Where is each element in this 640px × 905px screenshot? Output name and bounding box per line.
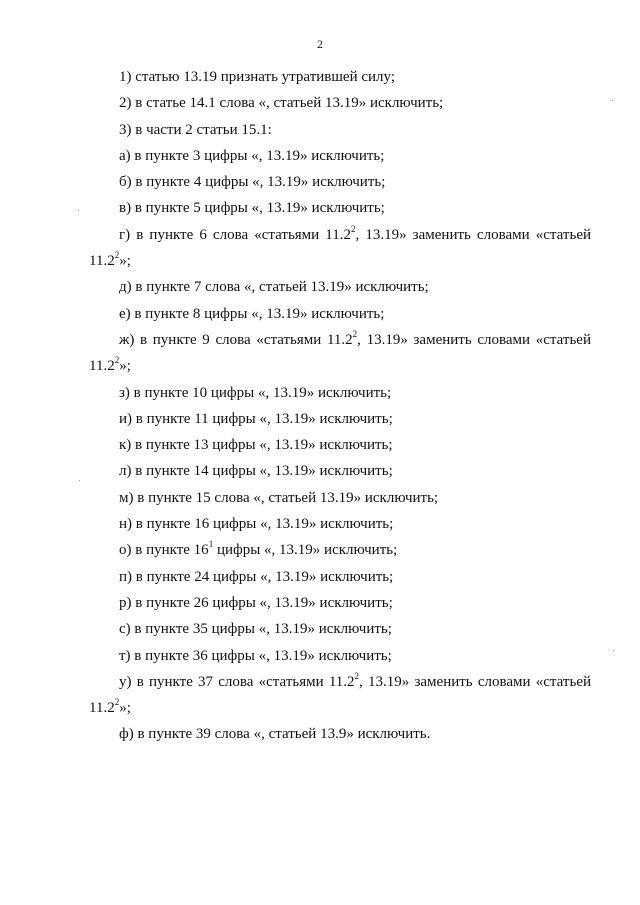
scan-speck — [612, 100, 613, 101]
list-item-pzh — [89, 327, 591, 380]
text-run: п) в пункте 24 цифры «, 13.19» исключить; — [119, 568, 394, 585]
text-run: б) в пункте 4 цифры «, 13.19» исключить; — [119, 174, 386, 191]
superscript: 2 — [114, 697, 120, 708]
list-item-p3 — [89, 117, 591, 143]
text-run: а) в пункте 3 цифры «, 13.19» исключить; — [119, 147, 385, 164]
scan-speck — [78, 210, 79, 211]
list-item-p2 — [89, 90, 591, 116]
list-item-pt — [89, 643, 591, 669]
text-run: и) в пункте 11 цифры «, 13.19» исключить; — [119, 410, 393, 427]
text-run: , 13.19» заменить словами «статьей — [355, 226, 591, 243]
list-item-pd — [89, 274, 591, 300]
scan-speck — [613, 650, 614, 651]
list-item-po — [89, 537, 591, 563]
paragraph-continuation-line — [89, 695, 591, 721]
list-item-pi — [89, 406, 591, 432]
list-item-pg — [89, 222, 591, 275]
page-number: 2 — [317, 37, 323, 51]
list-item-pb — [89, 169, 591, 195]
list-item-pm — [89, 485, 591, 511]
superscript: 2 — [114, 355, 120, 366]
text-run: л) в пункте 14 цифры «, 13.19» исключить; — [119, 463, 393, 480]
document-body — [89, 64, 591, 748]
text-run: в) в пункте 5 цифры «, 13.19» исключить; — [119, 200, 385, 217]
text-run: т) в пункте 36 цифры «, 13.19» исключить; — [119, 647, 392, 664]
text-run: г) в пункте 6 слова «статьями 11.2 — [119, 226, 351, 243]
text-run: у) в пункте 37 слова «статьями 11.2 — [119, 673, 355, 690]
scan-speck — [79, 480, 80, 481]
list-item-ps — [89, 616, 591, 642]
text-run: к) в пункте 13 цифры «, 13.19» исключить; — [119, 437, 393, 454]
list-item-pu — [89, 669, 591, 722]
list-item-pa — [89, 143, 591, 169]
text-run: 2) в статье 14.1 слова «, статьей 13.19» исключить; — [119, 95, 444, 112]
paragraph-continuation-line — [89, 248, 591, 274]
text-run: 1) статью 13.19 признать утратившей силу; — [119, 69, 395, 85]
text-run: е) в пункте 8 цифры «, 13.19» исключить; — [119, 305, 385, 322]
superscript: 2 — [351, 223, 356, 234]
list-item-pp — [89, 564, 591, 590]
superscript: 2 — [352, 328, 358, 339]
list-item-pe — [89, 301, 591, 327]
text-run: ф) в пункте 39 слова «, статьей 13.9» исключить. — [119, 726, 431, 743]
paragraph-first-line — [89, 327, 591, 353]
superscript: 1 — [208, 539, 214, 550]
text-run: н) в пункте 16 цифры «, 13.19» исключить; — [119, 516, 394, 533]
text-run: о) в пункте 16 — [119, 542, 209, 559]
text-run: 3) в части 2 статьи 15.1: — [119, 121, 272, 138]
text-run: д) в пункте 7 слова «, статьей 13.19» исключить; — [119, 279, 429, 296]
list-item-pn — [89, 511, 591, 537]
text-run: »; — [119, 700, 131, 717]
text-run: с) в пункте 35 цифры «, 13.19» исключить; — [119, 621, 392, 638]
list-item-pk — [89, 432, 591, 458]
paragraph-continuation-line — [89, 353, 591, 379]
text-run: »; — [119, 253, 131, 270]
paragraph-first-line — [89, 222, 591, 248]
list-item-pz — [89, 380, 591, 406]
text-run: »; — [119, 358, 131, 375]
text-run: 11.2 — [89, 253, 115, 270]
list-item-pv — [89, 195, 591, 221]
list-item-pf — [89, 721, 591, 747]
text-run: з) в пункте 10 цифры «, 13.19» исключить; — [119, 384, 392, 401]
list-item-pr — [89, 590, 591, 616]
superscript: 2 — [354, 670, 360, 681]
text-run: , 13.19» заменить словами «статьей — [357, 331, 591, 348]
list-item-p1 — [89, 64, 591, 90]
superscript: 2 — [114, 250, 120, 261]
paragraph-first-line — [89, 669, 591, 695]
text-run: 11.2 — [89, 358, 115, 375]
text-run: 11.2 — [89, 700, 115, 717]
text-run: ж) в пункте 9 слова «статьями 11.2 — [119, 331, 353, 348]
text-run: цифры «, 13.19» исключить; — [213, 542, 398, 559]
list-item-pl — [89, 458, 591, 484]
text-run: , 13.19» заменить словами «статьей — [359, 673, 592, 690]
text-run: р) в пункте 26 цифры «, 13.19» исключить; — [119, 594, 393, 611]
text-run: м) в пункте 15 слова «, статьей 13.19» исключить; — [119, 489, 439, 506]
